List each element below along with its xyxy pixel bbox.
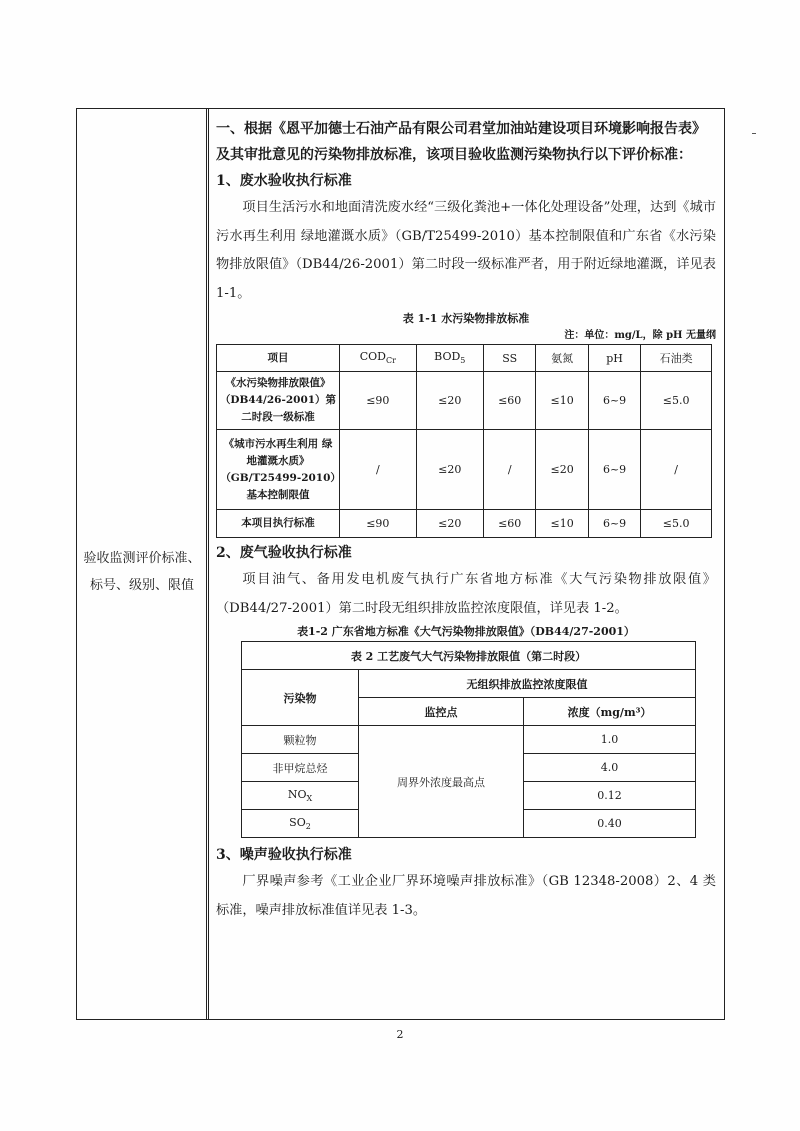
header-oil: 石油类 [641, 345, 712, 372]
header-monitor-point: 监控点 [359, 698, 524, 726]
table-1-1-unit-note: 注：单位：mg/L，除 pH 无量纲 [564, 330, 716, 341]
pollutant-name: $SO_2$ [242, 810, 359, 838]
row-label-project-standard: 本项目执行标准 [217, 510, 340, 538]
table-header-row [242, 670, 696, 698]
table-row [242, 726, 696, 754]
table-cell: ≤5.0 [641, 372, 712, 430]
pollutant-value: 1.0 [524, 726, 696, 754]
table-cell: ≤60 [483, 510, 535, 538]
section-2-title: 2、废气验收执行标准 [216, 545, 352, 561]
row-label-gbt25499: 《城市污水再生利用 绿地灌溉水质》（GB/T25499-2010）基本控制限值 [217, 430, 340, 510]
pollutant-name: 非甲烷总烃 [242, 754, 359, 782]
pollutant-value: 4.0 [524, 754, 696, 782]
section-3-paragraph: 厂界噪声参考《工业企业厂界环境噪声排放标准》（GB 12348-2008）2、4 类标准，噪声排放标准值详见表 1-3。 [216, 874, 716, 918]
monitor-point-cell: 周界外浓度最高点 [359, 726, 524, 838]
intro-heading: 一、根据《恩平加德士石油产品有限公司君堂加油站建设项目环境影响报告表》及其审批意见的污染物排放标准，该项目验收监测污染物执行以下评价标准： [216, 121, 706, 163]
header-bod: $BOD_5$ [416, 345, 483, 372]
table-cell: / [641, 430, 712, 510]
table-cell: 6~9 [588, 510, 640, 538]
header-fugitive-limit: 无组织排放监控浓度限值 [359, 670, 696, 698]
header-item: 项目 [217, 345, 340, 372]
header-ammonia: 氨氮 [536, 345, 588, 372]
header-cod: $COD_{Cr}$ [340, 345, 417, 372]
pollutant-name: $NO_X$ [242, 782, 359, 810]
section-2-paragraph: 项目油气、备用发电机废气执行广东省地方标准《大气污染物排放限值》（DB44/27-2001）第二时段无组织排放监控浓度限值，详见表 1-2。 [216, 572, 716, 616]
table-cell: ≤5.0 [641, 510, 712, 538]
table-cell: 6~9 [588, 372, 640, 430]
header-ph: pH [588, 345, 640, 372]
table-cell: ≤20 [416, 430, 483, 510]
section-1-title: 1、废水验收执行标准 [216, 173, 352, 189]
air-pollutant-table [241, 641, 696, 838]
section-1-paragraph: 项目生活污水和地面清洗废水经“三级化粪池+一体化处理设备”处理，达到《城市污水再生利用 绿地灌溉水质》（GB/T25499-2010）基本控制限值和广东省《水污染物排放限值》（DB44/26-2001）第二时段一级标准严者，用于附近绿地灌溉，详见表1-1。 [216, 200, 716, 301]
header-ss: SS [483, 345, 535, 372]
table-cell: ≤20 [536, 430, 588, 510]
table-2-title: 表 2 工艺废气大气污染物排放限值（第二时段） [242, 642, 696, 670]
pollutant-value: 0.12 [524, 782, 696, 810]
row-label-db44-26: 《水污染物排放限值》（DB44/26-2001）第二时段一级标准 [217, 372, 340, 430]
table-row [217, 372, 712, 430]
row-label-line-1: 验收监测评价标准、 [83, 551, 201, 566]
table-cell: ≤90 [340, 510, 417, 538]
table-row [217, 510, 712, 538]
table-cell: ≤60 [483, 372, 535, 430]
table-cell: ≤10 [536, 372, 588, 430]
table-cell: 6~9 [588, 430, 640, 510]
table-cell: ≤10 [536, 510, 588, 538]
header-concentration: 浓度（mg/m³） [524, 698, 696, 726]
section-3-title: 3、噪声验收执行标准 [216, 847, 352, 863]
content-column [216, 116, 716, 925]
page-number: 2 [396, 1028, 404, 1041]
table-1-2-caption: 表1-2 广东省地方标准《大气污染物排放限值》（DB44/27-2001） [297, 625, 635, 638]
table-cell: ≤90 [340, 372, 417, 430]
pollutant-name: 颗粒物 [242, 726, 359, 754]
table-row [217, 430, 712, 510]
row-label-line-2: 标号、级别、限值 [89, 578, 194, 593]
water-pollutant-table [216, 344, 712, 538]
table-cell: / [340, 430, 417, 510]
pollutant-value: 0.40 [524, 810, 696, 838]
column-divider [206, 108, 209, 1020]
table-cell: / [483, 430, 535, 510]
table-header-row [217, 345, 712, 372]
table-title-row [242, 642, 696, 670]
margin-mark [752, 133, 756, 134]
table-cell: ≤20 [416, 372, 483, 430]
table-1-1-caption: 表 1-1 水污染物排放标准 [402, 312, 530, 325]
row-label [78, 545, 206, 599]
header-pollutant: 污染物 [242, 670, 359, 726]
table-cell: ≤20 [416, 510, 483, 538]
